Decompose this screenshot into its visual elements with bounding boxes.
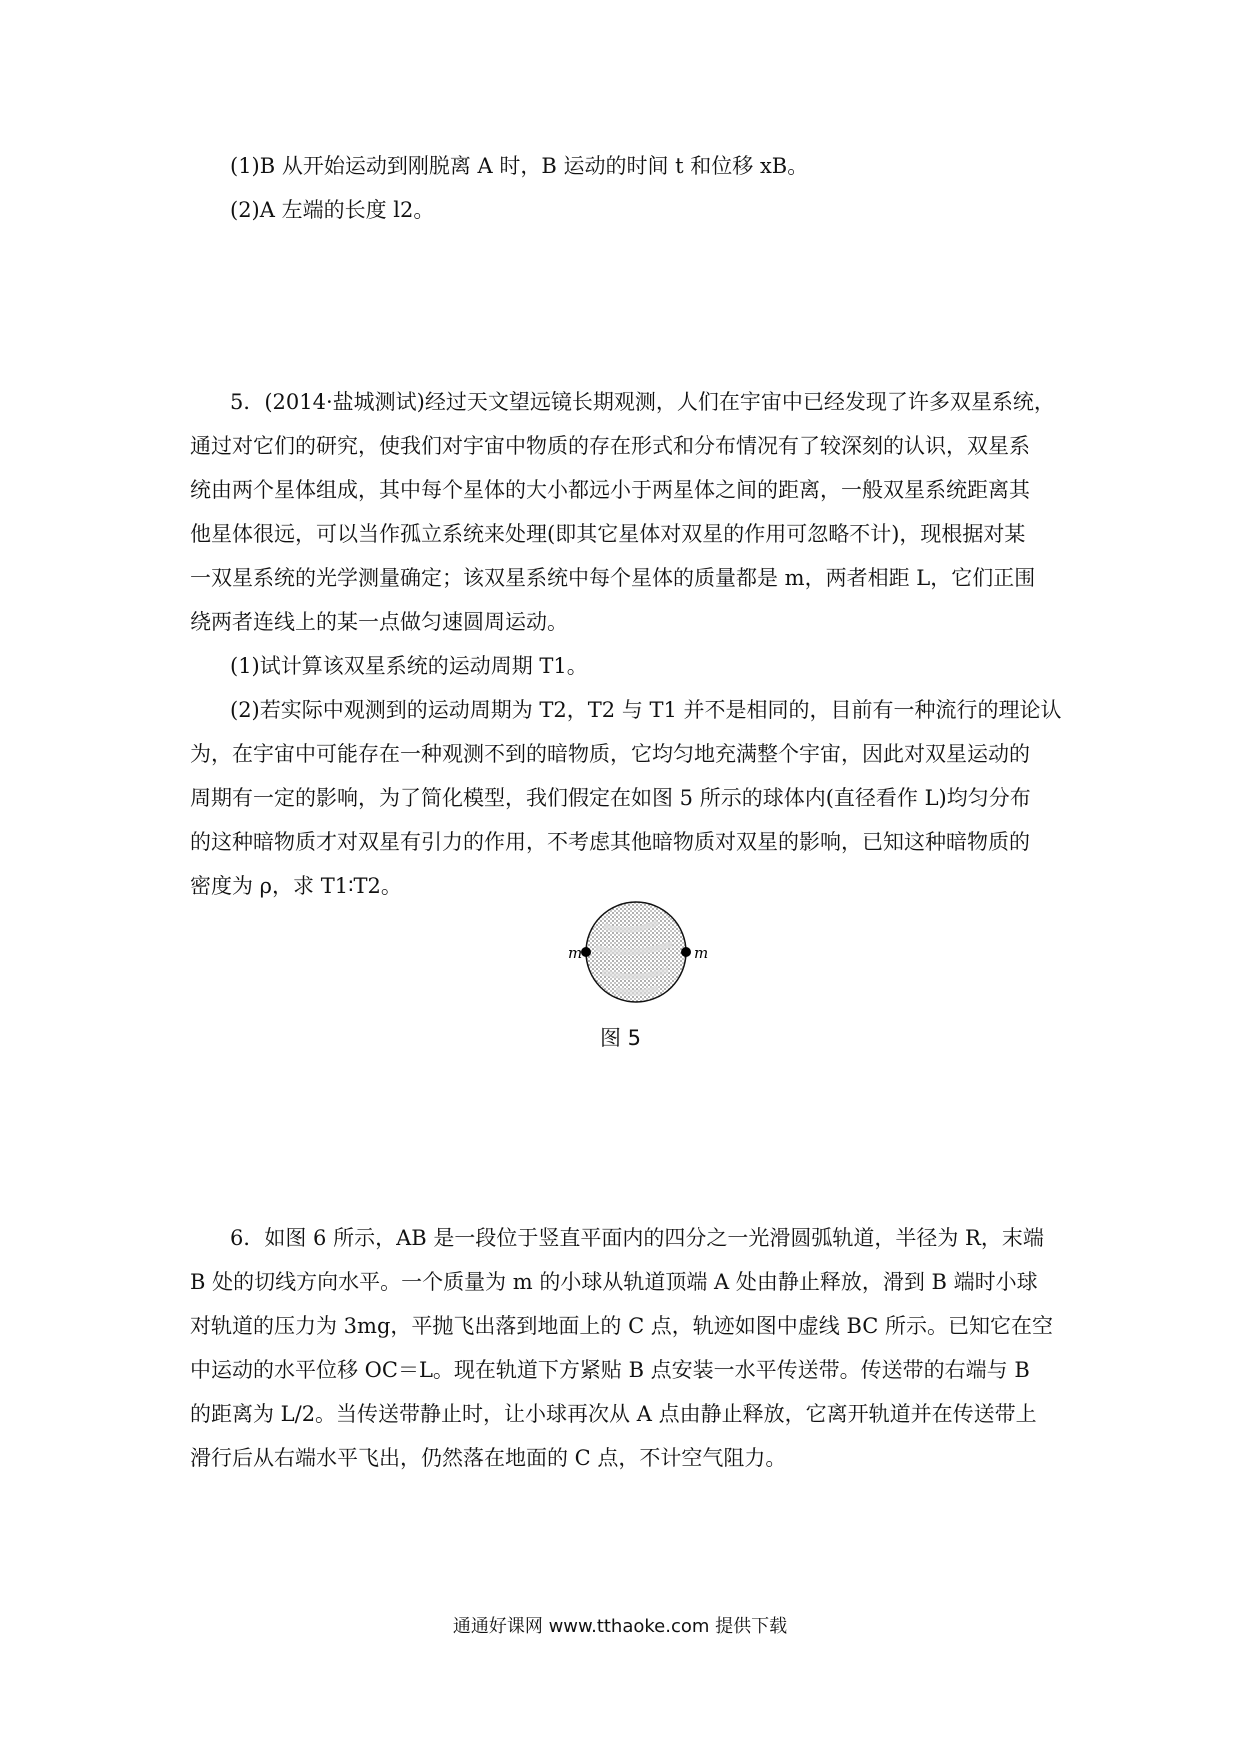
q5-line-4: 他星体很远，可以当作孤立系统来处理(即其它星体对双星的作用可忽略不计)，现根据对某 xyxy=(190,522,1026,546)
q6-line-1: 6．如图 6 所示，AB 是一段位于竖直平面内的四分之一光滑圆弧轨道，半径为 R，末端 xyxy=(230,1226,1044,1250)
q6-line-2: B 处的切线方向水平。一个质量为 m 的小球从轨道顶端 A 处由静止释放，滑到 B 端时小球 xyxy=(190,1270,1038,1294)
right-mass-label: m xyxy=(694,944,709,962)
q5-line-2: 通过对它们的研究，使我们对宇宙中物质的存在形式和分布情况有了较深刻的认识，双星系 xyxy=(190,434,1030,458)
q5-sub2-line-5: 密度为 ρ，求 T1∶T2。 xyxy=(190,874,402,898)
figure-5-caption: 图 5 xyxy=(600,1026,642,1050)
left-mass-label: m xyxy=(568,944,583,962)
q5-sub2-line-1: (2)若实际中观测到的运动周期为 T2，T2 与 T1 并不是相同的，目前有一种流行的理论认 xyxy=(230,698,1062,722)
q5-sub1: (1)试计算该双星系统的运动周期 T1。 xyxy=(230,654,588,678)
q6-line-4: 中运动的水平位移 OC＝L。现在轨道下方紧贴 B 点安装一水平传送带。传送带的右端与 B xyxy=(190,1358,1030,1382)
star-left xyxy=(581,947,591,957)
q6-line-3: 对轨道的压力为 3mg，平抛飞出落到地面上的 C 点，轨迹如图中虚线 BC 所示。已知它在空 xyxy=(190,1314,1054,1338)
q5-line-6: 绕两者连线上的某一点做匀速圆周运动。 xyxy=(190,610,568,634)
star-right xyxy=(681,947,691,957)
q5-sub2-line-2: 为，在宇宙中可能存在一种观测不到的暗物质，它均匀地充满整个宇宙，因此对双星运动的 xyxy=(190,742,1030,766)
q4-part2: (2)A 左端的长度 l2。 xyxy=(230,198,435,222)
figure-5 xyxy=(560,900,710,1030)
q5-line-1: 5．(2014·盐城测试)经过天文望远镜长期观测，人们在宇宙中已经发现了许多双星系统， xyxy=(230,390,1055,414)
q4-part1: (1)B 从开始运动到刚脱离 A 时，B 运动的时间 t 和位移 xB。 xyxy=(230,154,809,178)
dark-matter-sphere-diagram xyxy=(560,900,710,1030)
q5-line-5: 一双星系统的光学测量确定；该双星系统中每个星体的质量都是 m，两者相距 L，它们正围 xyxy=(190,566,1036,590)
q5-sub2-line-3: 周期有一定的影响，为了简化模型，我们假定在如图 5 所示的球体内(直径看作 L)均匀分布 xyxy=(190,786,1031,810)
q6-line-6: 滑行后从右端水平飞出，仍然落在地面的 C 点，不计空气阻力。 xyxy=(190,1446,787,1470)
q5-line-3: 统由两个星体组成，其中每个星体的大小都远小于两星体之间的距离，一般双星系统距离其 xyxy=(190,478,1030,502)
q5-sub2-line-4: 的这种暗物质才对双星有引力的作用，不考虑其他暗物质对双星的影响，已知这种暗物质的 xyxy=(190,830,1030,854)
page-footer: 通通好课网 www.tthaoke.com 提供下载 xyxy=(452,1616,788,1637)
q6-line-5: 的距离为 L/2。当传送带静止时，让小球再次从 A 点由静止释放，它离开轨道并在传送带上 xyxy=(190,1402,1037,1426)
